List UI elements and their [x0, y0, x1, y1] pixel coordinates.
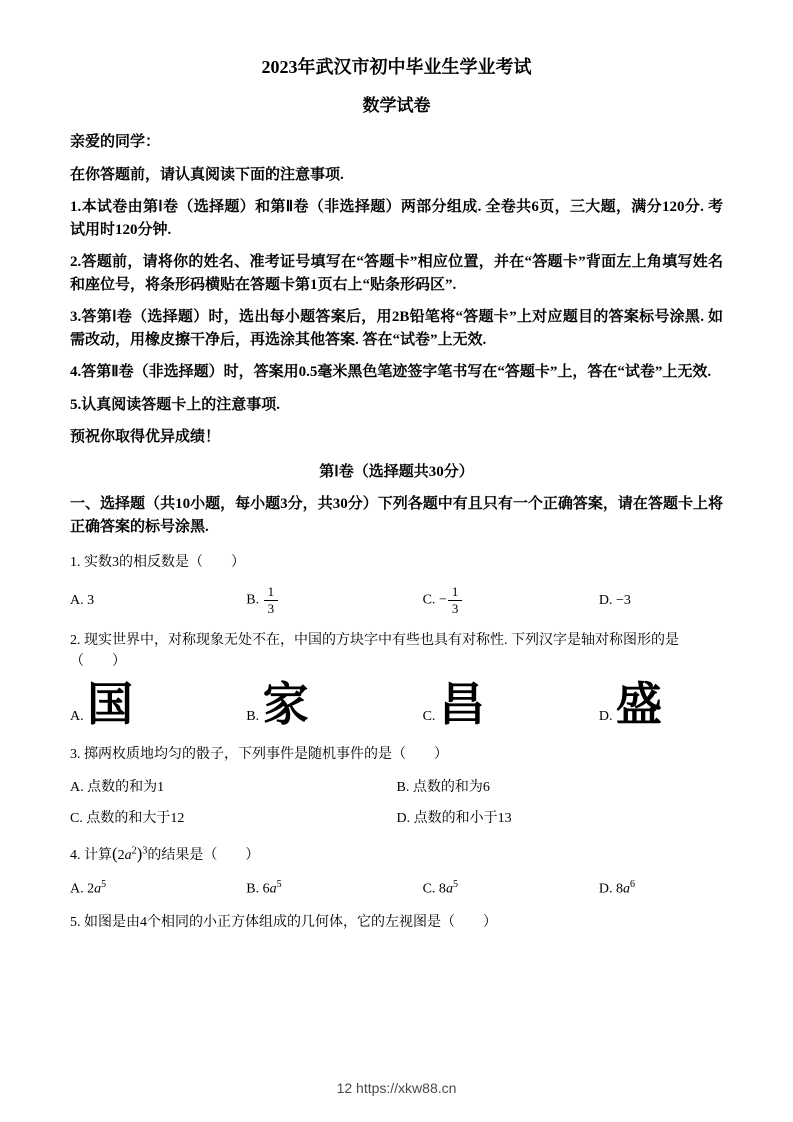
variable-a: a [623, 881, 631, 897]
question-2 [70, 630, 723, 731]
question-4 [70, 841, 723, 897]
question-3 [70, 744, 723, 827]
exponent: 5 [452, 878, 458, 890]
q4-option-b-prefix: B. 6 [246, 881, 270, 897]
section-1-instruction: 一、选择题（共10小题，每小题3分，共30分）下列各题中有且只有一个正确答案，请在答题卡上将正确答案的标号涂黑. [70, 496, 723, 535]
fraction-numerator: 1 [448, 585, 463, 601]
q3-option-b: B. 点数的和为6 [396, 780, 490, 796]
greeting: 亲爱的同学： [70, 134, 161, 151]
footer-watermark [0, 1080, 793, 1096]
section-1-heading: 第Ⅰ卷（选择题共30分） [319, 463, 474, 480]
open-paren: ( [112, 844, 118, 864]
q2-option-c-character: 昌 [438, 678, 485, 730]
q2-option-b-label: B. [246, 708, 263, 724]
exponent: 6 [630, 878, 636, 890]
q4-coefficient: 2 [117, 848, 125, 864]
q2-option-d-character: 盛 [616, 678, 663, 730]
q2-option-d [599, 680, 723, 731]
fraction-denominator: 3 [451, 601, 459, 617]
notice-item-2: 2.答题前，请将你的姓名、准考证号填写在“答题卡”相应位置，并在“答题卡”背面左上角填写姓名和座位号，将条形码横贴在答题卡第1页右上“贴条形码区”. [70, 254, 723, 293]
exponent: 5 [101, 878, 107, 890]
q1-option-c [423, 585, 599, 615]
variable-a: a [445, 881, 453, 897]
q2-option-c [423, 680, 599, 731]
q4-stem-suffix: 的结果是（ ） [147, 848, 260, 864]
wish-line: 预祝你取得优异成绩！ [70, 429, 221, 446]
q1-option-c-label: C. [422, 592, 439, 608]
exponent: 5 [276, 878, 282, 890]
q4-option-d [599, 879, 723, 898]
q1-option-d [599, 593, 723, 609]
q1-stem: 1. 实数3的相反数是（ ） [70, 555, 245, 571]
q1-option-a-text: A. 3 [70, 592, 95, 608]
variable-a: a [269, 881, 277, 897]
close-paren: ) [136, 844, 143, 864]
fraction [264, 585, 279, 615]
q3-options-row-2 [70, 807, 723, 827]
notice-intro: 在你答题前，请认真阅读下面的注意事项. [70, 166, 344, 183]
exam-subtitle: 数学试卷 [362, 96, 431, 116]
exam-title: 2023年武汉市初中毕业生学业考试 [261, 57, 532, 77]
q2-option-d-label: D. [598, 708, 617, 724]
q1-option-b [246, 585, 422, 615]
q3-option-d: D. 点数的和小于13 [396, 811, 512, 827]
minus-sign: − [438, 592, 447, 608]
q3-options-row-1 [70, 776, 723, 796]
fraction-numerator: 1 [264, 585, 279, 601]
question-1 [70, 552, 723, 615]
q4-options [70, 879, 723, 898]
q4-stem-prefix: 4. 计算 [70, 848, 112, 864]
q4-stem [70, 841, 723, 867]
notice-item-4: 4.答第Ⅱ卷（非选择题）时，答案用0.5毫米黑色笔迹签字笔书写在“答题卡”上，答在“试卷”上无效. [70, 364, 712, 381]
q3-option-c: C. 点数的和大于12 [70, 811, 185, 827]
footer-page-number: 12 [336, 1080, 353, 1096]
q2-option-a-label: A. [70, 708, 88, 724]
q5-stem: 5. 如图是由4个相同的小正方体组成的几何体，它的左视图是（ ） [70, 914, 497, 930]
q4-option-a-prefix: A. 2 [70, 881, 95, 897]
fraction-denominator: 3 [267, 601, 275, 617]
q2-option-c-label: C. [422, 708, 439, 724]
q4-option-c-prefix: C. 8 [422, 881, 446, 897]
q3-stem: 3. 掷两枚质地均匀的骰子，下列事件是随机事件的是（ ） [70, 747, 448, 763]
q4-option-a [70, 879, 246, 898]
notice-item-5: 5.认真阅读答题卡上的注意事项. [70, 396, 281, 413]
q3-option-a: A. 点数的和为1 [70, 780, 165, 796]
inner-exponent: 2 [131, 845, 137, 857]
question-5 [70, 912, 723, 933]
variable-a: a [124, 848, 132, 864]
q2-option-b [246, 680, 422, 731]
notice-item-3: 3.答第Ⅰ卷（选择题）时，选出每小题答案后，用2B铅笔将“答题卡”上对应题目的答案标号涂黑. 如需改动，用橡皮擦干净后，再选涂其他答案. 答在“试卷”上无效. [70, 309, 723, 348]
q2-option-a-character: 国 [87, 678, 134, 730]
q2-option-b-character: 家 [262, 678, 309, 730]
q4-option-d-prefix: D. 8 [598, 881, 624, 897]
q2-options [70, 680, 723, 731]
q2-option-a [70, 680, 246, 731]
q4-option-b [246, 879, 422, 898]
q2-stem: 2. 现实世界中，对称现象无处不在，中国的方块字中有些也具有对称性. 下列汉字是轴对称图形的是（ ） [70, 632, 679, 669]
q4-option-c [423, 879, 599, 898]
q1-option-d-text: D. −3 [598, 592, 631, 608]
outer-exponent: 3 [142, 845, 148, 857]
q1-option-b-label: B. [246, 592, 263, 608]
footer-url-link[interactable]: https://xkw88.cn [356, 1080, 457, 1096]
q1-options [70, 585, 723, 615]
notice-item-1: 1.本试卷由第Ⅰ卷（选择题）和第Ⅱ卷（非选择题）两部分组成. 全卷共6页，三大题，满分120分. 考试用时120分钟. [70, 199, 723, 238]
fraction [448, 585, 463, 615]
variable-a: a [94, 881, 102, 897]
q1-option-a [70, 593, 246, 609]
